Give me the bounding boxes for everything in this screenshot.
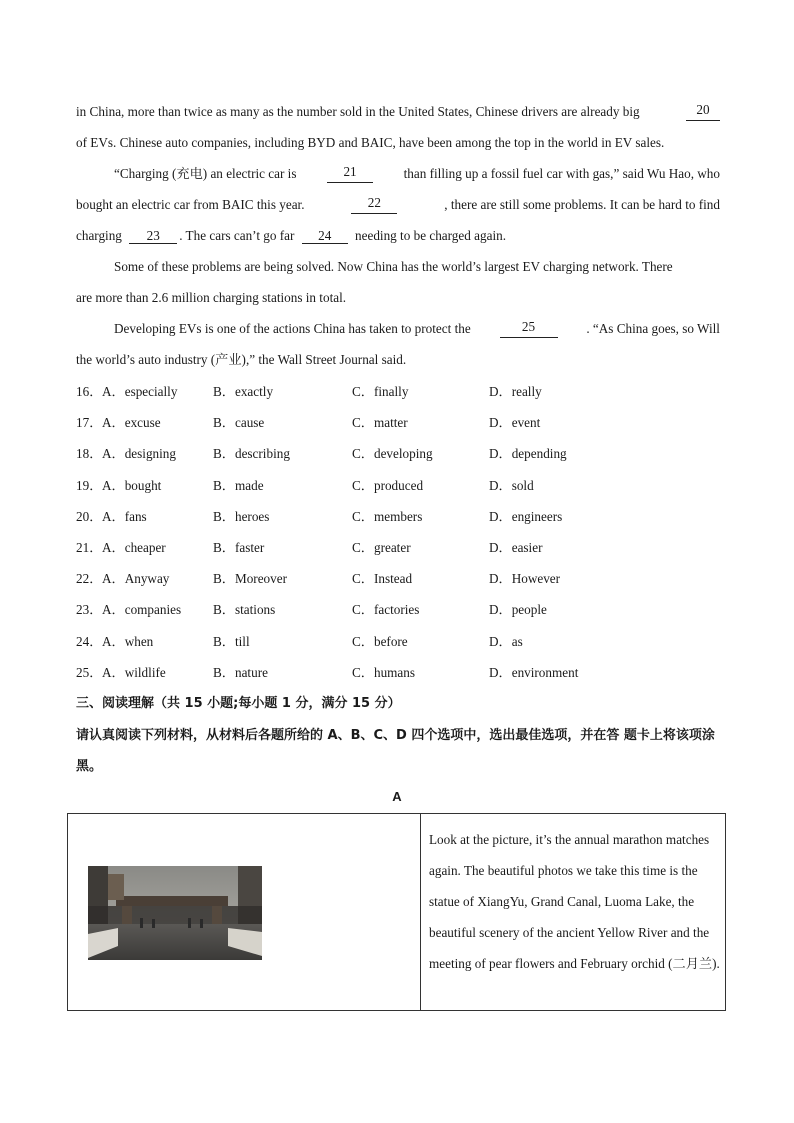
option-d: D．event xyxy=(489,415,541,431)
question-number: 19． xyxy=(76,477,103,493)
option-b: B．stations xyxy=(213,602,276,618)
option-a: A．Anyway xyxy=(102,571,170,587)
section-heading: 三、阅读理解（共 15 小题;每小题 1 分，满分 15 分） xyxy=(76,696,401,711)
question-number: 21． xyxy=(76,540,103,555)
section-instruction: 请认真阅读下列材料，从材料后各题所给的 A、B、C、D 四个选项中，选出最佳选项，并在答 题卡上将该项涂黑。 xyxy=(76,728,715,774)
question-number: 23． xyxy=(76,602,103,618)
option-c: C．finally xyxy=(352,384,409,399)
option-d: D．However xyxy=(489,571,561,587)
option-a: A．when xyxy=(102,633,154,649)
option-d: D．depending xyxy=(489,446,567,462)
option-b: B．till xyxy=(213,633,250,649)
option-d: D．really xyxy=(489,384,542,399)
option-c: C．developing xyxy=(352,446,433,462)
option-d: D．as xyxy=(489,633,523,649)
option-b: B．made xyxy=(213,477,264,493)
passage-line: charging 23 . The cars can’t go far 24 needing to be charged again. xyxy=(76,228,507,243)
passage-label: A xyxy=(392,789,402,804)
marathon-photo-image xyxy=(88,866,262,960)
option-a: A．especially xyxy=(102,384,178,399)
blank-25: 25 xyxy=(500,320,558,338)
option-b: B．describing xyxy=(213,446,290,462)
option-b: B．nature xyxy=(213,664,268,680)
question-number: 22． xyxy=(76,571,103,587)
passage-line: the world’s auto industry (产业),” the Wall Street Journal said. xyxy=(76,352,407,367)
option-c: C．factories xyxy=(352,602,420,618)
option-b: B．exactly xyxy=(213,384,274,399)
blank-22: 22 xyxy=(351,196,397,214)
question-number: 17． xyxy=(76,415,103,431)
option-c: C．greater xyxy=(352,540,411,555)
option-c: C．humans xyxy=(352,664,416,680)
option-c: C．members xyxy=(352,508,423,524)
option-d: D．people xyxy=(489,602,547,618)
passage-a-text: Look at the picture, it’s the annual marathon matches again. The beautiful photos we take this time is the statue of XiangYu, Grand Canal, Luoma Lake, the beautiful scenery of the ancient Yellow River and the meeting of pear flowers and February orchid (二月兰). xyxy=(429,832,720,971)
option-d: D．engineers xyxy=(489,508,563,524)
option-c: C．before xyxy=(352,633,408,649)
question-number: 25． xyxy=(76,664,103,680)
passage-line: in China, more than twice as many as the number sold in the United States, Chinese drivers are already big 20 xyxy=(76,103,720,121)
option-c: C．produced xyxy=(352,477,424,493)
option-d: D．sold xyxy=(489,477,534,493)
option-c: C．matter xyxy=(352,415,408,431)
option-b: B．cause xyxy=(213,415,265,431)
option-a: A．designing xyxy=(102,446,176,462)
option-d: D．environment xyxy=(489,664,579,680)
question-number: 18． xyxy=(76,446,103,462)
passage-line: are more than 2.6 million charging stations in total. xyxy=(76,290,347,305)
blank-20: 20 xyxy=(686,103,720,121)
option-d: D．easier xyxy=(489,540,543,555)
blank-23: 23 xyxy=(129,229,177,244)
option-a: A．wildlife xyxy=(102,664,166,680)
option-a: A．cheaper xyxy=(102,540,166,555)
blank-24: 24 xyxy=(302,229,348,244)
question-number: 20． xyxy=(76,508,103,524)
passage-line: Some of these problems are being solved. Now China has the world’s largest EV charging network. There xyxy=(114,259,673,274)
option-b: B．Moreover xyxy=(213,571,287,587)
option-a: A．excuse xyxy=(102,415,161,431)
passage-table xyxy=(67,813,726,1011)
question-number: 24． xyxy=(76,633,103,649)
passage-line: “Charging (充电) an electric car is 21 than filling up a fossil fuel car with gas,” said Wu Hao, who xyxy=(114,164,720,181)
option-a: A．fans xyxy=(102,508,147,524)
option-a: A．companies xyxy=(102,602,182,618)
passage-line: of EVs. Chinese auto companies, including BYD and BAIC, have been among the top in the world in EV sales. xyxy=(76,135,665,150)
passage-line: bought an electric car from BAIC this year. 22 , there are still some problems. It can be hard to find xyxy=(76,195,720,212)
option-a: A．bought xyxy=(102,477,162,493)
option-b: B．faster xyxy=(213,540,265,555)
question-number: 16． xyxy=(76,384,103,399)
table-divider xyxy=(420,814,421,1010)
option-b: B．heroes xyxy=(213,508,270,524)
option-c: C．Instead xyxy=(352,571,413,587)
marathon-photo xyxy=(88,866,262,960)
passage-line: Developing EVs is one of the actions China has taken to protect the 25 . “As China goes, so Will xyxy=(114,319,720,336)
blank-21: 21 xyxy=(327,165,373,183)
